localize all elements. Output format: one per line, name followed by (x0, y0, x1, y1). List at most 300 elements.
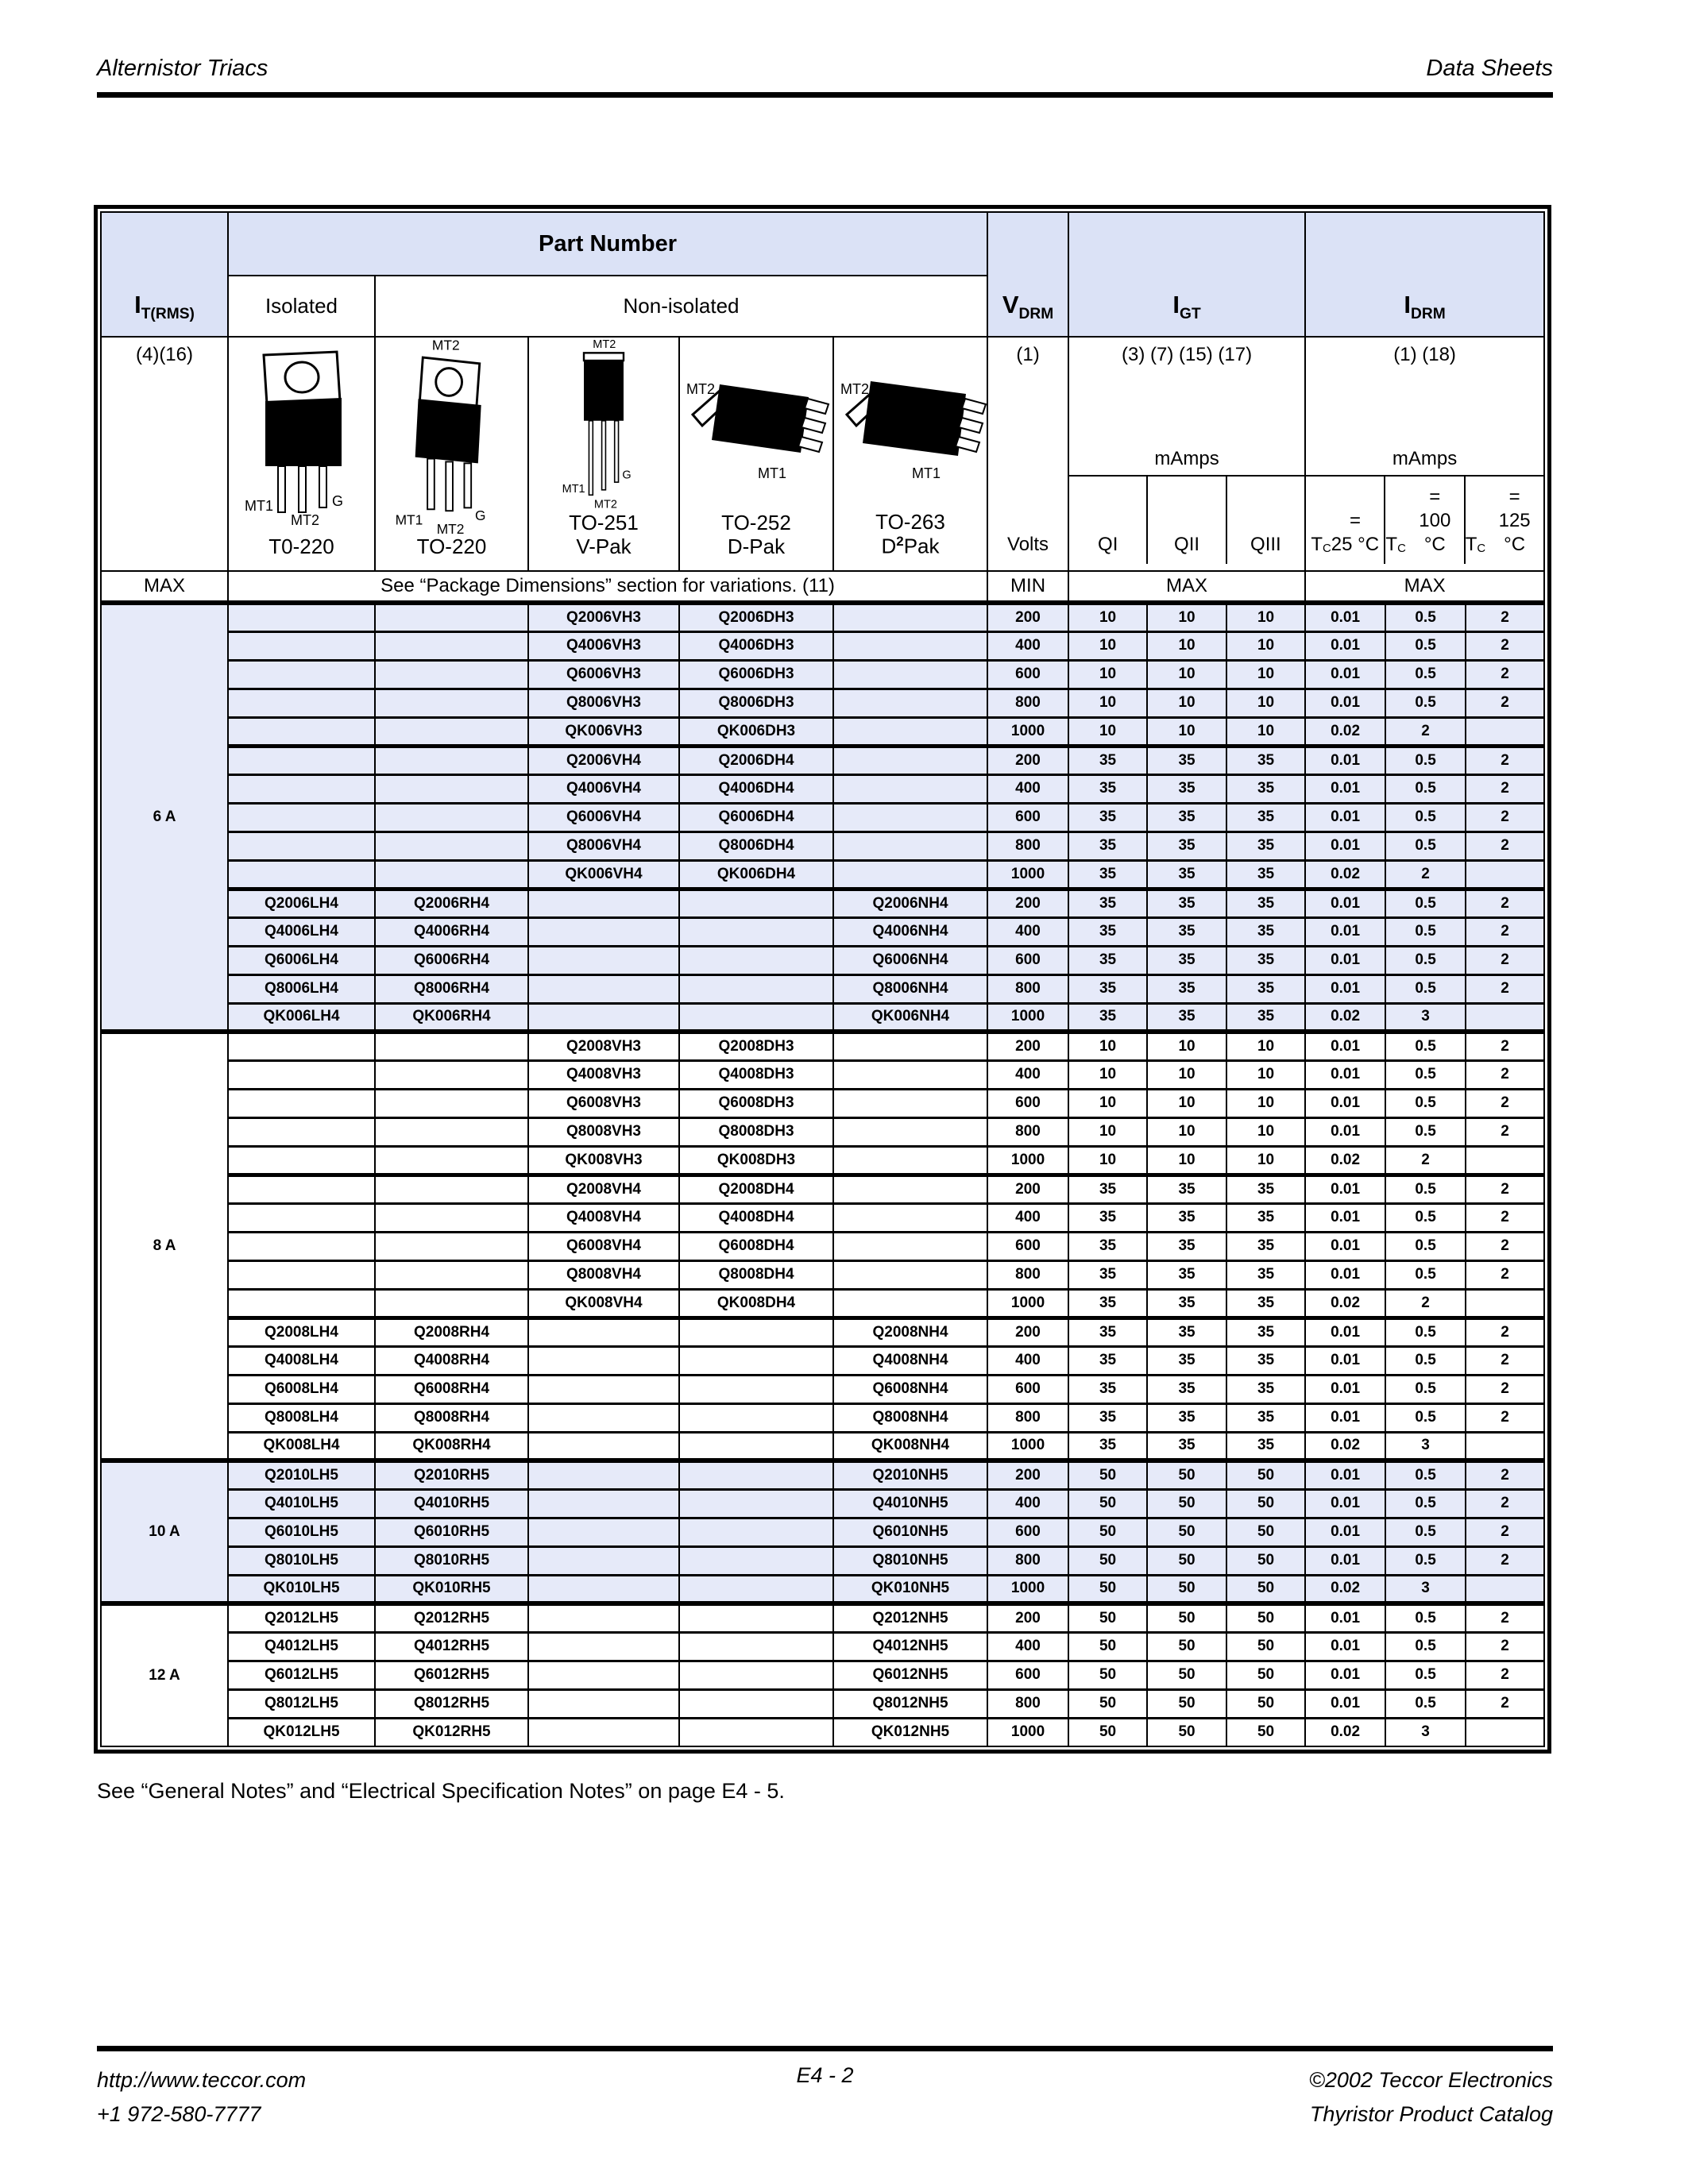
part-number-cell: QK006DH4 (679, 860, 833, 889)
part-number-cell (375, 660, 528, 689)
part-number-cell: Q4006LH4 (228, 917, 375, 946)
value-cell: 35 (1226, 746, 1305, 774)
part-number-cell: Q6006NH4 (833, 946, 987, 974)
value-cell: 0.01 (1305, 1232, 1385, 1260)
part-number-cell: QK008VH3 (528, 1146, 679, 1175)
table-row (101, 1375, 1544, 1403)
igt-notes: (3) (7) (15) (17) (1122, 344, 1253, 365)
value-cell: 2 (1466, 1175, 1544, 1203)
part-number-cell: Q6008DH4 (679, 1232, 833, 1260)
package-cell-vpak (528, 337, 679, 571)
part-number-cell (679, 1575, 833, 1603)
idrm-unit: mAmps (1392, 448, 1458, 469)
value-cell: 50 (1147, 1661, 1226, 1689)
table-row (101, 1060, 1544, 1089)
part-number-cell: Q4012RH5 (375, 1632, 528, 1661)
value-cell: 2 (1385, 1146, 1466, 1175)
part-number-cell: Q8008DH3 (679, 1117, 833, 1146)
value-cell: 50 (1068, 1661, 1147, 1689)
part-number-cell (528, 1375, 679, 1403)
part-number-cell: Q6008LH4 (228, 1375, 375, 1403)
part-number-cell (528, 1575, 679, 1603)
value-cell: 0.01 (1305, 774, 1385, 803)
value-cell: 10 (1147, 1117, 1226, 1146)
package-dimensions-note: See “Package Dimensions” section for variations. (11) (228, 571, 987, 603)
table-row (101, 1603, 1544, 1632)
idrm-temp-header: T C = 100 °C (1384, 477, 1463, 564)
value-cell: 35 (1226, 1289, 1305, 1318)
part-number-cell: QK006VH3 (528, 717, 679, 746)
part-number-cell: Q4008NH4 (833, 1346, 987, 1375)
value-cell: 600 (987, 803, 1068, 832)
value-cell: 1000 (987, 1718, 1068, 1746)
value-cell: 0.5 (1385, 1461, 1466, 1489)
part-number-cell: Q2008NH4 (833, 1318, 987, 1346)
table-row (101, 832, 1544, 860)
current-rating-group-label: 10 A (101, 1461, 228, 1603)
value-cell: 800 (987, 974, 1068, 1003)
value-cell: 600 (987, 1518, 1068, 1546)
value-cell: 50 (1226, 1661, 1305, 1689)
part-number-cell: QK010NH5 (833, 1575, 987, 1603)
part-number-cell (375, 1060, 528, 1089)
value-cell: 50 (1068, 1689, 1147, 1718)
table-row (101, 631, 1544, 660)
value-cell: 35 (1068, 1003, 1147, 1032)
part-number-cell (228, 603, 375, 631)
footer-copyright-line: ©2002 Teccor Electronics (1308, 2068, 1553, 2092)
value-cell: 35 (1226, 832, 1305, 860)
part-number-cell (375, 1175, 528, 1203)
part-number-cell: Q2006VH4 (528, 746, 679, 774)
value-cell: 50 (1068, 1603, 1147, 1632)
part-number-cell: Q2010LH5 (228, 1461, 375, 1489)
package-caption: TO-251 V-Pak (569, 511, 639, 559)
part-number-cell: Q4006NH4 (833, 917, 987, 946)
part-number-cell (833, 1232, 987, 1260)
part-number-cell (228, 1117, 375, 1146)
part-number-cell (679, 1461, 833, 1489)
part-number-cell (833, 717, 987, 746)
value-cell: 10 (1147, 689, 1226, 717)
part-number-cell (833, 746, 987, 774)
table-row (101, 689, 1544, 717)
value-cell: 0.01 (1305, 1489, 1385, 1518)
part-number-cell: Q8006DH3 (679, 689, 833, 717)
idrm-minmax: MAX (1305, 571, 1544, 603)
value-cell: 0.01 (1305, 1089, 1385, 1117)
value-cell: 10 (1068, 631, 1147, 660)
value-cell: 2 (1466, 689, 1544, 717)
svg-text:G: G (474, 507, 485, 523)
value-cell: 35 (1147, 1289, 1226, 1318)
value-cell: 50 (1226, 1546, 1305, 1575)
value-cell: 35 (1147, 1432, 1226, 1461)
current-rating-group-label: 12 A (101, 1603, 228, 1746)
svg-text:MT2: MT2 (290, 511, 319, 527)
value-cell: 50 (1147, 1632, 1226, 1661)
value-cell: 50 (1068, 1461, 1147, 1489)
part-number-cell (375, 860, 528, 889)
value-cell: 800 (987, 1546, 1068, 1575)
value-cell: 400 (987, 631, 1068, 660)
vpak-drawing (536, 338, 671, 511)
value-cell: 10 (1068, 660, 1147, 689)
to220-isolated-drawing (232, 342, 372, 527)
value-cell: 50 (1226, 1718, 1305, 1746)
part-number-cell: Q4008VH4 (528, 1203, 679, 1232)
value-cell: 35 (1068, 889, 1147, 917)
value-cell: 2 (1466, 1203, 1544, 1232)
value-cell: 0.5 (1385, 603, 1466, 631)
value-cell: 10 (1226, 1060, 1305, 1089)
value-cell: 35 (1068, 1175, 1147, 1203)
part-number-cell (375, 1232, 528, 1260)
part-number-cell: Q4006DH3 (679, 631, 833, 660)
igt-quadrant-header: QI (1098, 534, 1118, 555)
value-cell: 35 (1226, 1432, 1305, 1461)
part-number-cell (228, 660, 375, 689)
value-cell (1466, 1146, 1544, 1175)
value-cell: 600 (987, 660, 1068, 689)
value-cell: 2 (1466, 1375, 1544, 1403)
value-cell: 35 (1226, 889, 1305, 917)
value-cell: 35 (1147, 917, 1226, 946)
part-number-cell (375, 1117, 528, 1146)
value-cell: 0.5 (1385, 1346, 1466, 1375)
part-number-cell: Q2008DH3 (679, 1032, 833, 1060)
table-row (101, 660, 1544, 689)
value-cell: 2 (1466, 1461, 1544, 1489)
part-number-cell: Q2008VH3 (528, 1032, 679, 1060)
value-cell: 35 (1147, 1203, 1226, 1232)
part-number-cell (228, 1260, 375, 1289)
value-cell: 2 (1466, 889, 1544, 917)
value-cell: 10 (1147, 1032, 1226, 1060)
part-number-cell (679, 1689, 833, 1718)
table-row (101, 1203, 1544, 1232)
col-header-part-number: Part Number (228, 212, 987, 276)
part-number-cell: Q4006VH4 (528, 774, 679, 803)
svg-text:MT1: MT1 (244, 497, 273, 514)
part-number-cell: Q8008VH3 (528, 1117, 679, 1146)
value-cell: 10 (1226, 1117, 1305, 1146)
part-number-cell (228, 746, 375, 774)
vdrm-unit: Volts (1007, 534, 1049, 555)
part-number-cell: Q6006DH4 (679, 803, 833, 832)
part-number-cell: Q2012RH5 (375, 1603, 528, 1632)
table-row (101, 1718, 1544, 1746)
value-cell: 2 (1466, 917, 1544, 946)
value-cell: 0.01 (1305, 1461, 1385, 1489)
value-cell: 10 (1226, 717, 1305, 746)
package-cell-to220-isolated (228, 337, 375, 571)
idrm-unit-cell (1305, 337, 1544, 571)
value-cell: 0.01 (1305, 1603, 1385, 1632)
part-number-cell (375, 1203, 528, 1232)
value-cell: 10 (1147, 631, 1226, 660)
value-cell: 400 (987, 1632, 1068, 1661)
value-cell: 0.5 (1385, 1518, 1466, 1546)
value-cell: 35 (1226, 860, 1305, 889)
part-number-cell (679, 1346, 833, 1375)
part-number-cell (375, 717, 528, 746)
part-number-cell: Q4010RH5 (375, 1489, 528, 1518)
value-cell: 50 (1147, 1689, 1226, 1718)
value-cell: 35 (1068, 774, 1147, 803)
value-cell: 35 (1147, 1003, 1226, 1032)
footer-copyright (1309, 2063, 1553, 2132)
value-cell: 35 (1147, 1260, 1226, 1289)
part-number-cell (528, 1432, 679, 1461)
value-cell: 10 (1226, 1146, 1305, 1175)
value-cell: 0.01 (1305, 1375, 1385, 1403)
part-number-cell: Q6012LH5 (228, 1661, 375, 1689)
part-number-cell (679, 1718, 833, 1746)
value-cell: 50 (1147, 1489, 1226, 1518)
part-number-cell: Q6010NH5 (833, 1518, 987, 1546)
col-header-it-rms: $I_{T(RMS)}$ (101, 212, 228, 337)
value-cell: 1000 (987, 1575, 1068, 1603)
value-cell: 35 (1068, 1375, 1147, 1403)
part-number-cell: Q8006VH3 (528, 689, 679, 717)
table-row (101, 1260, 1544, 1289)
value-cell: 10 (1147, 717, 1226, 746)
value-cell: 0.5 (1385, 1032, 1466, 1060)
value-cell: 2 (1466, 1060, 1544, 1089)
part-number-cell: Q4010NH5 (833, 1489, 987, 1518)
value-cell: 2 (1466, 774, 1544, 803)
value-cell (1466, 1718, 1544, 1746)
value-cell: 200 (987, 603, 1068, 631)
value-cell: 0.01 (1305, 1175, 1385, 1203)
value-cell: 35 (1147, 803, 1226, 832)
value-cell: 0.01 (1305, 889, 1385, 917)
value-cell: 2 (1466, 1346, 1544, 1375)
value-cell: 0.5 (1385, 1175, 1466, 1203)
value-cell: 200 (987, 1603, 1068, 1632)
value-cell: 35 (1147, 1403, 1226, 1432)
value-cell: 10 (1147, 660, 1226, 689)
value-cell: 0.5 (1385, 889, 1466, 917)
value-cell: 35 (1068, 1403, 1147, 1432)
col-header-igt: $I_{GT}$ (1068, 212, 1305, 337)
value-cell: 0.5 (1385, 774, 1466, 803)
value-cell: 400 (987, 1346, 1068, 1375)
value-cell: 0.5 (1385, 631, 1466, 660)
part-number-cell: Q4010LH5 (228, 1489, 375, 1518)
value-cell: 200 (987, 889, 1068, 917)
part-number-cell: Q4008RH4 (375, 1346, 528, 1375)
part-number-cell (679, 1432, 833, 1461)
value-cell: 600 (987, 1232, 1068, 1260)
value-cell: 0.5 (1385, 917, 1466, 946)
part-number-cell (375, 1146, 528, 1175)
value-cell: 0.5 (1385, 660, 1466, 689)
part-number-cell (375, 1289, 528, 1318)
part-number-cell (375, 803, 528, 832)
value-cell: 0.5 (1385, 1632, 1466, 1661)
value-cell: 2 (1466, 1260, 1544, 1289)
table-row (101, 1575, 1544, 1603)
part-number-cell: Q6006VH4 (528, 803, 679, 832)
part-number-cell: Q8006LH4 (228, 974, 375, 1003)
idrm-temp-header: T C = 25 °C (1311, 510, 1380, 556)
part-number-cell (833, 1175, 987, 1203)
value-cell: 0.01 (1305, 1518, 1385, 1546)
table-row (101, 974, 1544, 1003)
part-number-cell: Q8006RH4 (375, 974, 528, 1003)
igt-unit: mAmps (1154, 448, 1219, 469)
value-cell: 50 (1147, 1546, 1226, 1575)
value-cell: 50 (1068, 1718, 1147, 1746)
value-cell: 10 (1068, 1146, 1147, 1175)
part-number-cell (228, 631, 375, 660)
value-cell: 0.5 (1385, 746, 1466, 774)
part-number-cell: Q8006NH4 (833, 974, 987, 1003)
part-number-cell: Q6008NH4 (833, 1375, 987, 1403)
value-cell (1466, 1289, 1544, 1318)
value-cell: 1000 (987, 1003, 1068, 1032)
value-cell: 10 (1226, 603, 1305, 631)
value-cell: 0.02 (1305, 860, 1385, 889)
part-number-cell: Q6008VH3 (528, 1089, 679, 1117)
part-number-cell: Q4008VH3 (528, 1060, 679, 1089)
value-cell: 35 (1147, 1318, 1226, 1346)
igt-minmax: MAX (1068, 571, 1305, 603)
table-row (101, 746, 1544, 774)
part-number-cell (228, 803, 375, 832)
value-cell: 3 (1385, 1432, 1466, 1461)
svg-text:G: G (331, 492, 343, 509)
value-cell: 800 (987, 1689, 1068, 1718)
part-number-cell: Q2010RH5 (375, 1461, 528, 1489)
svg-text:MT2: MT2 (686, 381, 715, 398)
value-cell: 1000 (987, 860, 1068, 889)
part-number-cell: Q2006VH3 (528, 603, 679, 631)
value-cell: 50 (1147, 1718, 1226, 1746)
part-number-cell (228, 1060, 375, 1089)
value-cell: 0.5 (1385, 1489, 1466, 1518)
part-number-cell (375, 832, 528, 860)
value-cell: 0.02 (1305, 1718, 1385, 1746)
value-cell: 600 (987, 1089, 1068, 1117)
value-cell: 50 (1226, 1575, 1305, 1603)
value-cell: 0.5 (1385, 946, 1466, 974)
value-cell: 400 (987, 774, 1068, 803)
part-number-cell (833, 1289, 987, 1318)
value-cell: 0.01 (1305, 689, 1385, 717)
value-cell: 800 (987, 1117, 1068, 1146)
svg-text:MT1: MT1 (562, 483, 585, 496)
value-cell: 0.01 (1305, 1632, 1385, 1661)
value-cell: 400 (987, 1489, 1068, 1518)
part-number-cell: QK012RH5 (375, 1718, 528, 1746)
table-row (101, 1489, 1544, 1518)
value-cell: 0.5 (1385, 1403, 1466, 1432)
value-cell: 1000 (987, 1146, 1068, 1175)
part-number-cell: Q2006LH4 (228, 889, 375, 917)
part-number-cell: Q6006LH4 (228, 946, 375, 974)
part-number-cell: Q8012RH5 (375, 1689, 528, 1718)
part-number-cell: Q2008VH4 (528, 1175, 679, 1203)
value-cell: 0.01 (1305, 1260, 1385, 1289)
part-number-cell: QK012NH5 (833, 1718, 987, 1746)
value-cell: 35 (1147, 889, 1226, 917)
value-cell: 0.01 (1305, 631, 1385, 660)
value-cell: 50 (1147, 1461, 1226, 1489)
part-number-cell (679, 1661, 833, 1689)
part-number-cell (228, 860, 375, 889)
value-cell: 35 (1147, 1232, 1226, 1260)
part-number-cell (375, 1089, 528, 1117)
svg-text:MT1: MT1 (395, 511, 423, 528)
value-cell: 10 (1226, 1032, 1305, 1060)
value-cell: 35 (1068, 974, 1147, 1003)
value-cell: 35 (1147, 832, 1226, 860)
value-cell: 35 (1226, 1003, 1305, 1032)
value-cell: 50 (1068, 1489, 1147, 1518)
part-number-cell (375, 631, 528, 660)
value-cell: 0.02 (1305, 1146, 1385, 1175)
part-number-cell (528, 1318, 679, 1346)
part-number-cell (833, 1117, 987, 1146)
table-row (101, 1546, 1544, 1575)
value-cell: 0.5 (1385, 1661, 1466, 1689)
value-cell: 0.02 (1305, 1432, 1385, 1461)
table-row (101, 803, 1544, 832)
value-cell: 0.02 (1305, 1575, 1385, 1603)
to220-drawing (382, 338, 522, 535)
igt-quadrant-header: QIII (1226, 477, 1304, 564)
table-row (101, 946, 1544, 974)
value-cell: 0.01 (1305, 1117, 1385, 1146)
part-number-cell (833, 860, 987, 889)
current-rating-group-label: 6 A (101, 603, 228, 1032)
svg-text:MT2: MT2 (593, 338, 616, 351)
part-number-cell: Q6006DH3 (679, 660, 833, 689)
part-number-cell (528, 1661, 679, 1689)
value-cell: 400 (987, 1060, 1068, 1089)
value-cell: 35 (1226, 1375, 1305, 1403)
value-cell: 0.01 (1305, 974, 1385, 1003)
part-number-cell: QK010LH5 (228, 1575, 375, 1603)
value-cell: 2 (1466, 832, 1544, 860)
value-cell: 10 (1068, 717, 1147, 746)
idrm-subcolumns (1306, 475, 1543, 564)
part-number-cell: Q8012LH5 (228, 1689, 375, 1718)
part-number-cell: QK006VH4 (528, 860, 679, 889)
value-cell: 600 (987, 946, 1068, 974)
value-cell: 600 (987, 1375, 1068, 1403)
package-cell-to220 (375, 337, 528, 571)
part-number-cell: Q2008RH4 (375, 1318, 528, 1346)
value-cell: 10 (1147, 1060, 1226, 1089)
value-cell: 0.01 (1305, 1661, 1385, 1689)
part-number-cell: Q2006DH4 (679, 746, 833, 774)
part-number-cell: QK006NH4 (833, 1003, 987, 1032)
part-number-cell (528, 1518, 679, 1546)
value-cell: 50 (1226, 1518, 1305, 1546)
part-number-cell (528, 1461, 679, 1489)
value-cell: 200 (987, 1175, 1068, 1203)
part-number-cell: Q2008DH4 (679, 1175, 833, 1203)
part-number-cell (228, 1175, 375, 1203)
part-number-cell (833, 1146, 987, 1175)
value-cell: 35 (1147, 746, 1226, 774)
part-number-cell: Q6008RH4 (375, 1375, 528, 1403)
value-cell: 35 (1068, 1232, 1147, 1260)
